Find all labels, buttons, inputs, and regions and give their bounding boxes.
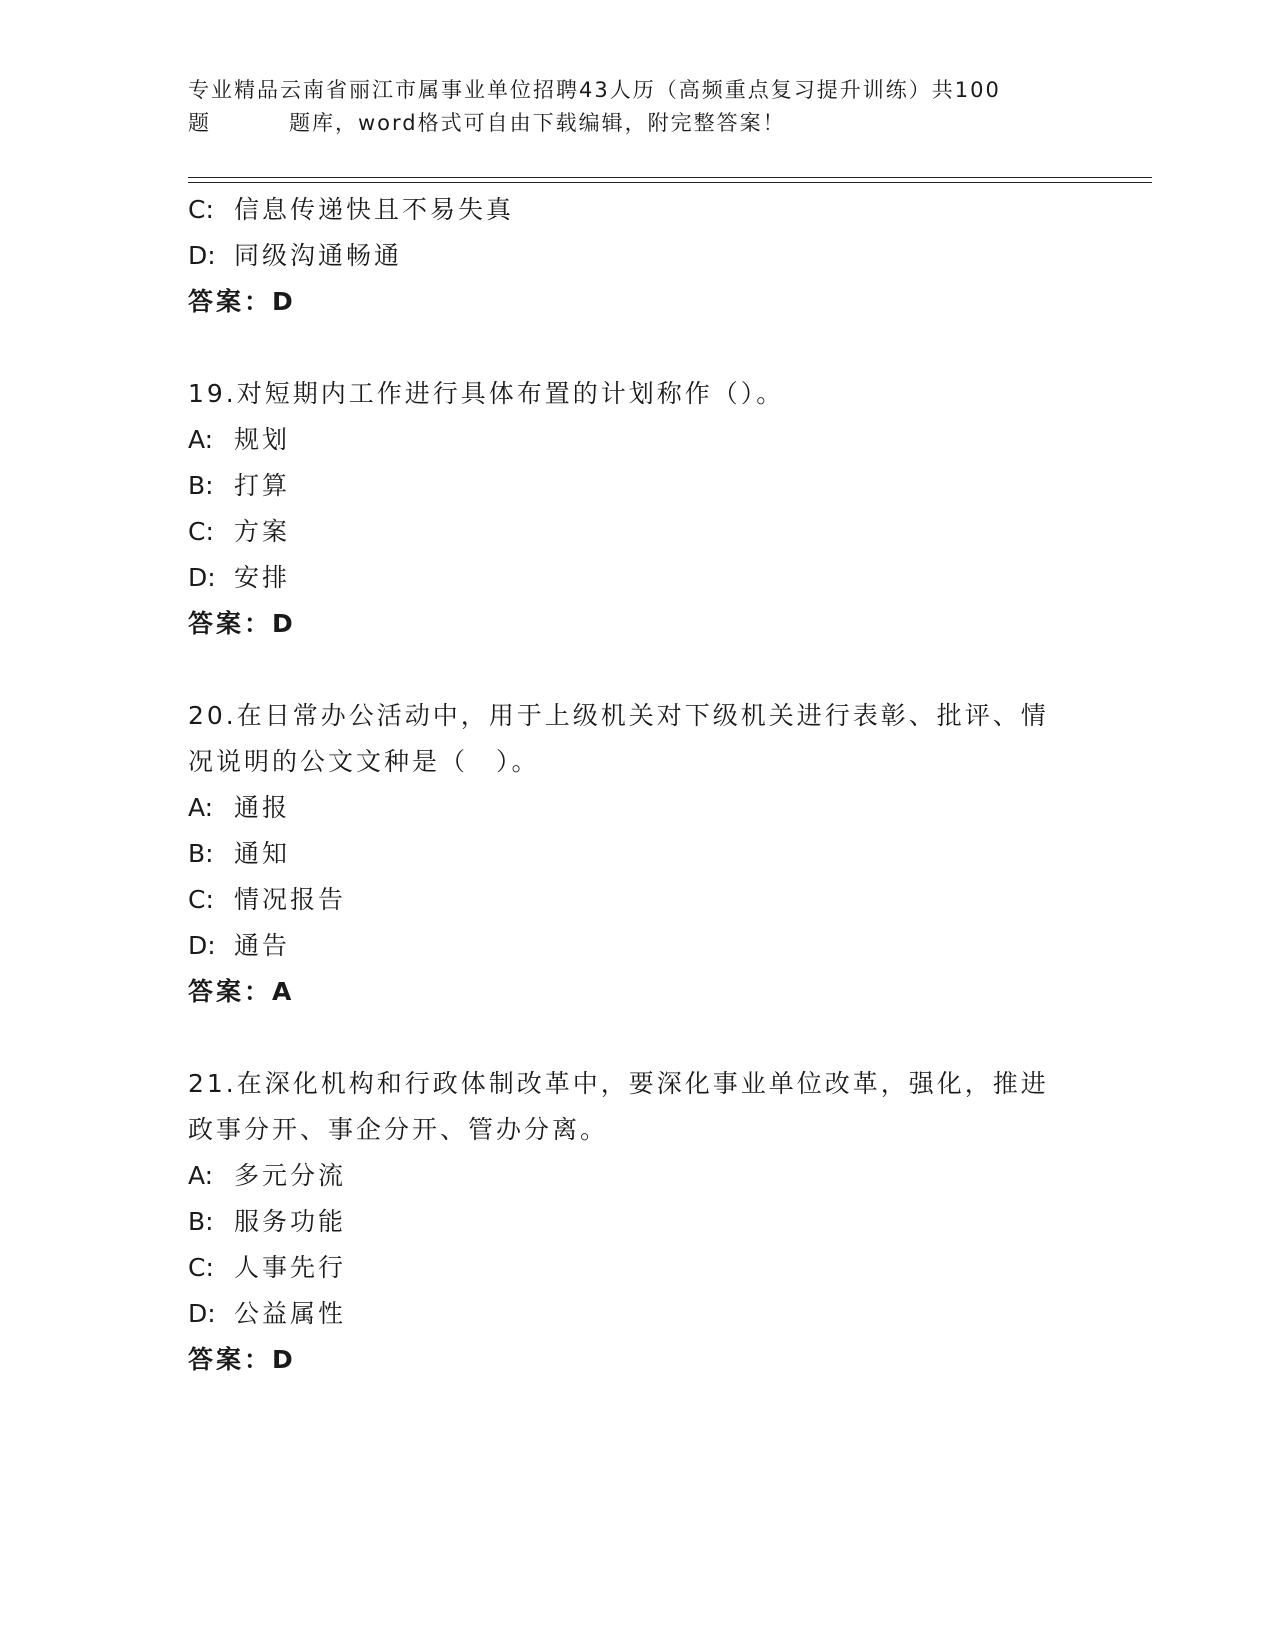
question-stem: 19.对短期内工作进行具体布置的计划称作（）。: [188, 379, 785, 408]
header-divider-bottom: [188, 182, 1152, 183]
option-text: 信息传递快且不易失真: [234, 195, 515, 224]
option-line: [188, 1245, 1088, 1291]
answer-line: 答案：A: [188, 977, 295, 1006]
option-key: C:: [188, 1253, 214, 1282]
header-title-line2: [188, 107, 1088, 140]
option-key: A:: [188, 1161, 214, 1190]
option-key: D:: [188, 241, 216, 270]
option-text: 服务功能: [234, 1207, 347, 1236]
option-text: 同级沟通畅通: [234, 241, 403, 270]
option-line: [188, 1153, 1088, 1199]
question-list: [188, 187, 1088, 1383]
question-block-previous: [188, 187, 1088, 325]
option-text: 通知: [234, 839, 291, 868]
header-title-line2-end: 题库，word格式可自由下载编辑，附完整答案！: [289, 111, 786, 135]
page-header: [188, 74, 1088, 140]
option-key: B:: [188, 839, 214, 868]
option-key: D:: [188, 931, 216, 960]
question-block-20: [188, 693, 1088, 1015]
option-line: [188, 1291, 1088, 1337]
question-block-21: [188, 1061, 1088, 1383]
option-key: D:: [188, 563, 216, 592]
option-text: 情况报告: [234, 885, 347, 914]
option-key: B:: [188, 471, 214, 500]
option-key: D:: [188, 1299, 216, 1328]
option-line: [188, 831, 1088, 877]
option-text: 多元分流: [234, 1161, 347, 1190]
header-divider-top: [188, 177, 1152, 178]
option-line: [188, 509, 1088, 555]
answer-line: 答案：D: [188, 609, 296, 638]
option-text: 规划: [234, 425, 291, 454]
option-line: [188, 555, 1088, 601]
option-key: C:: [188, 195, 214, 224]
question-stem: 21.在深化机构和行政体制改革中，要深化事业单位改革，强化，推进: [188, 1069, 1049, 1098]
option-text: 安排: [234, 563, 291, 592]
answer-line: 答案：D: [188, 1345, 296, 1374]
answer-line: 答案：D: [188, 287, 296, 316]
option-key: A:: [188, 425, 214, 454]
option-key: B:: [188, 1207, 214, 1236]
header-title-line1: 专业精品云南省丽江市属事业单位招聘43人历（高频重点复习提升训练）共100: [188, 78, 1001, 102]
option-text: 打算: [234, 471, 291, 500]
option-line: [188, 417, 1088, 463]
option-line: [188, 877, 1088, 923]
option-text: 公益属性: [234, 1299, 347, 1328]
option-key: C:: [188, 517, 214, 546]
option-line: [188, 785, 1088, 831]
option-line: [188, 187, 1088, 233]
option-key: C:: [188, 885, 214, 914]
option-text: 通告: [234, 931, 291, 960]
option-text: 方案: [234, 517, 291, 546]
question-stem-continued: 政事分开、事企分开、管办分离。: [188, 1115, 609, 1144]
question-stem: 20.在日常办公活动中，用于上级机关对下级机关进行表彰、批评、情: [188, 701, 1049, 730]
question-stem-continued: 况说明的公文文种是（ ）。: [188, 747, 540, 776]
option-text: 人事先行: [234, 1253, 347, 1282]
option-line: [188, 923, 1088, 969]
question-block-19: [188, 371, 1088, 647]
option-key: A:: [188, 793, 214, 822]
option-line: [188, 463, 1088, 509]
option-line: [188, 233, 1088, 279]
option-text: 通报: [234, 793, 291, 822]
header-title-line2-start: 题: [188, 111, 211, 135]
option-line: [188, 1199, 1088, 1245]
